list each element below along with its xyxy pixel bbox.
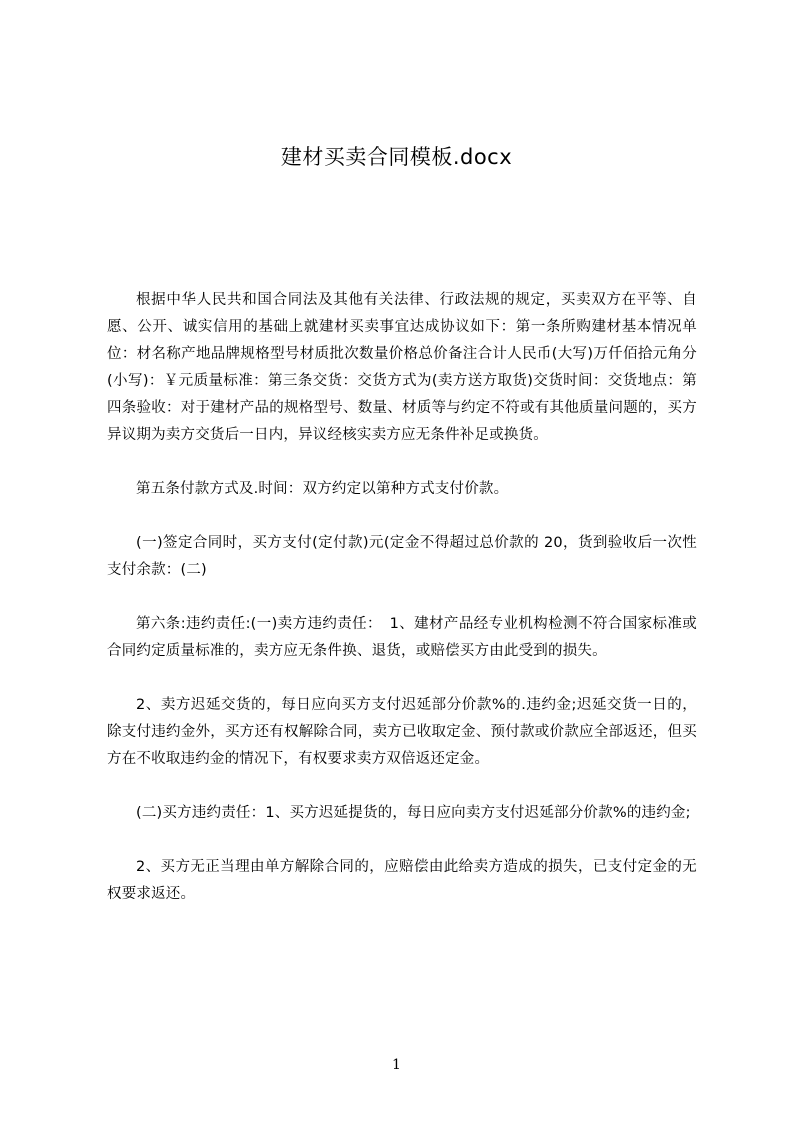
paragraph-seller-delay: 2、卖方迟延交货的，每日应向买方支付迟延部分价款%的.违约金;迟延交货一日的，除支付违约金外，买方还有权解除合同，卖方已收取定金、预付款或价款应全部返还，但买方在不收取违约金的情况下，有权要求卖方双倍返还定金。: [107, 697, 697, 767]
paragraph-payment-method: 第五条付款方式及.时间：双方约定以第种方式支付价款。: [136, 481, 509, 497]
paragraph-seller-liability: 第六条:违约责任:(一)卖方违约责任： 1、建材产品经专业机构检测不符合国家标准或合同约定质量标准的，卖方应无条件换、退货，或赔偿买方由此受到的损失。: [107, 616, 697, 659]
document-title: 建材买卖合同模板.docx: [280, 145, 513, 169]
paragraph-preamble: 根据中华人民共和国合同法及其他有关法律、行政法规的规定，买卖双方在平等、自愿、公开、诚实信用的基础上就建材买卖事宜达成协议如下：第一条所购建材基本情况单位：材名称产地品牌规格型号材质批次数量价格总价备注合计人民币(大写)万仟佰拾元角分(小写)：￥元质量标准：第三条交货：交货方式为(卖方送方取货)交货时间：交货地点：第四条验收：对于建材产品的规格型号、数量、材质等与约定不符或有其他质量问题的，买方异议期为卖方交货后一日内，异议经核实卖方应无条件补足或换货。: [107, 292, 697, 443]
paragraph-buyer-termination: 2、买方无正当理由单方解除合同的，应赔偿由此给卖方造成的损失，已支付定金的无权要求返还。: [107, 859, 697, 902]
paragraph-payment-terms: (一)签定合同时，买方支付(定付款)元(定金不得超过总价款的 20，货到验收后一次性支付余款：(二): [107, 535, 697, 578]
page-number: 1: [392, 1057, 401, 1073]
paragraph-buyer-liability: (二)买方违约责任：1、买方迟延提货的，每日应向卖方支付迟延部分价款%的违约金;: [136, 805, 691, 821]
document-body: [107, 287, 697, 935]
